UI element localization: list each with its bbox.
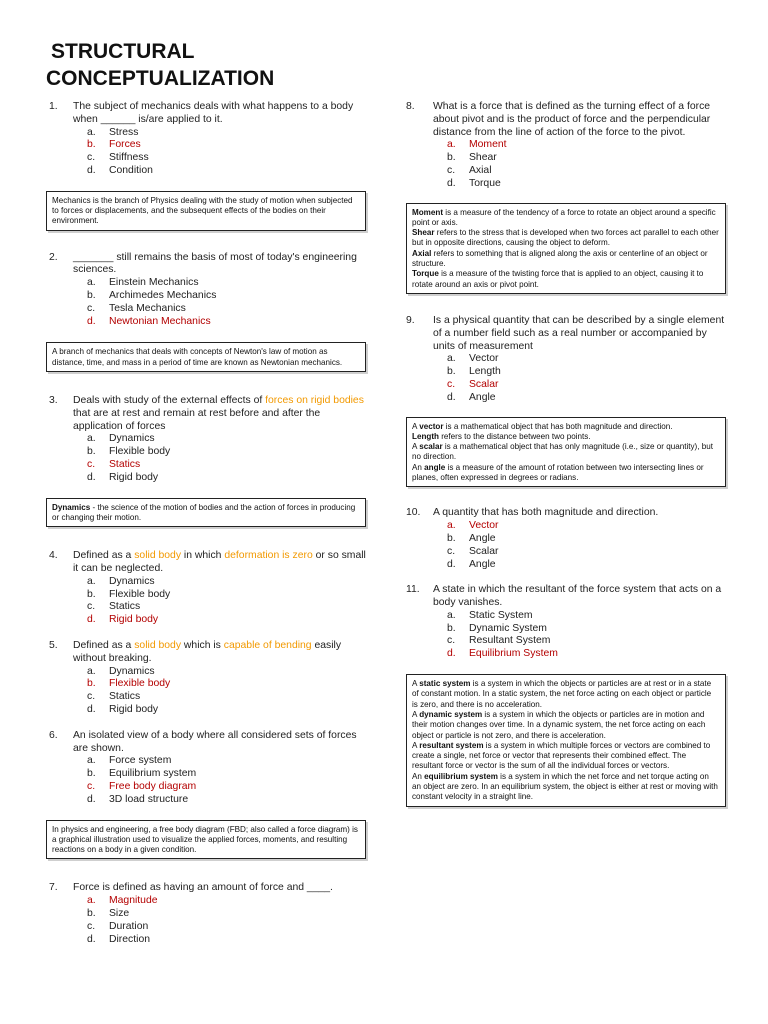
question-number: 2. (49, 251, 58, 263)
option-5c[interactable]: c. Statics (87, 691, 141, 703)
option-1b[interactable]: b. Forces (87, 139, 141, 151)
option-10d[interactable]: d. Angle (447, 558, 496, 570)
option-2c[interactable]: c. Tesla Mechanics (87, 302, 186, 314)
question-number: 10. (406, 507, 421, 519)
question-3 (46, 395, 366, 433)
option-7c[interactable]: c. Duration (87, 920, 149, 932)
option-1a[interactable]: a. Stress (87, 126, 139, 138)
options-2 (46, 277, 366, 328)
question-9 (406, 315, 726, 353)
option-11a[interactable]: a. Static System (447, 609, 533, 621)
option-10c[interactable]: c. Scalar (447, 545, 499, 557)
option-4c[interactable]: c. Statics (87, 601, 141, 613)
option-4d[interactable]: d. Rigid body (87, 614, 159, 626)
option-4a[interactable]: a. Dynamics (87, 575, 155, 587)
option-9c[interactable]: c. Scalar (447, 378, 499, 390)
question-text: Defined as a solid body which is capable of bending easily without breaking. (73, 640, 342, 664)
option-6c[interactable]: c. Free body diagram (87, 780, 197, 792)
option-2a[interactable]: a. Einstein Mechanics (87, 277, 199, 289)
note-box-11: A static system is a system in which the objects or particles are at rest or in a state of constant motion. In a static system, the net force acting on each object or particle is zero, and there is no acceleration. A dynamic system is a system in which the objects or particles are in motion and their motion changes over time. In a dynamic system, the net force acting on each object or particle is not zero, and there is acceleration. A resultant system is a system in which multiple forces or vectors are combined to create a single, net force or vector that represents their combined effect. The resultant force or vector is the sum of all the individual forces or vectors. An equilibrium system is a system in which the net force and net torque acting on an object are zero. In an equilibrium system, the object is either at rest or moving with constant velocity in a straight line. (406, 674, 726, 807)
options-6 (46, 755, 366, 806)
option-5b[interactable]: b. Flexible body (87, 678, 171, 690)
option-3c[interactable]: c. Statics (87, 459, 141, 471)
question-number: 1. (49, 101, 58, 112)
question-6 (46, 730, 366, 756)
question-text: An isolated view of a body where all considered sets of forces are shown. (73, 729, 357, 754)
option-10b[interactable]: b. Angle (447, 532, 496, 544)
question-text: What is a force that is defined as the turning effect of a force about pivot and is the product of force and the perpendicular distance from the line of action of the force to the pivot. (433, 101, 711, 138)
option-8a[interactable]: a. Moment (447, 139, 507, 151)
options-10 (406, 520, 726, 571)
question-text: Deals with study of the external effects of forces on rigid bodies that are at rest and remain at rest before and after the application of forces (73, 395, 364, 432)
question-4 (46, 550, 366, 576)
option-5d[interactable]: d. Rigid body (87, 703, 159, 715)
options-1 (46, 127, 366, 178)
option-5a[interactable]: a. Dynamics (87, 665, 155, 677)
option-2b[interactable]: b. Archimedes Mechanics (87, 290, 217, 302)
question-text: A state in which the resultant of the force system that acts on a body vanishes. (433, 584, 722, 609)
note-box-9: A vector is a mathematical object that has both magnitude and direction. Length refers to the distance between two points. A scalar is a mathematical object that has only magnitude (i.e., size or quantity), but no direction. An angle is a measure of the amount of rotation between two intersecting lines or planes, often expressed in degrees or radians. (406, 417, 726, 488)
question-number: 6. (49, 729, 58, 741)
option-3b[interactable]: b. Flexible body (87, 446, 171, 458)
options-7 (46, 895, 366, 946)
option-11d[interactable]: d. Equilibrium System (447, 648, 558, 660)
option-3d[interactable]: d. Rigid body (87, 471, 159, 483)
question-2 (46, 252, 366, 278)
question-10 (406, 507, 726, 520)
question-number: 5. (49, 640, 58, 651)
question-number: 8. (406, 101, 415, 112)
option-8b[interactable]: b. Shear (447, 152, 497, 164)
note-box-6: In physics and engineering, a free body diagram (FBD; also called a force diagram) is a graphical illustration used to visualize the applied forces, moments, and resulting reactions on a body in a given condition. (46, 820, 366, 860)
title-line-1: STRUCTURAL (51, 40, 195, 63)
note-box-2: A branch of mechanics that deals with concepts of Newton's law of motion as distance, time, and mass in a period of time are known as Newtonian mechanics. (46, 342, 366, 372)
note-box-3: Dynamics - the science of the motion of bodies and the action of forces in producing or changing their motion. (46, 498, 366, 528)
note-box-1: Mechanics is the branch of Physics dealing with the study of motion when subjected to forces or displacements, and the subsequent effects of the bodies on their environment. (46, 191, 366, 231)
option-2d[interactable]: d. Newtonian Mechanics (87, 315, 211, 327)
option-8d[interactable]: d. Torque (447, 177, 501, 189)
question-text: Defined as a solid body in which deformation is zero or so small it can be neglected. (73, 550, 366, 575)
option-9b[interactable]: b. Length (447, 366, 501, 378)
title-line-2: CONCEPTUALIZATION (46, 67, 275, 90)
right-column (406, 101, 726, 807)
question-7 (46, 882, 366, 895)
question-8 (406, 101, 726, 139)
options-9 (406, 353, 726, 404)
question-11 (406, 584, 726, 610)
option-10a[interactable]: a. Vector (447, 520, 499, 532)
option-3a[interactable]: a. Dynamics (87, 433, 155, 445)
options-8 (406, 139, 726, 190)
question-number: 9. (406, 314, 415, 326)
option-8c[interactable]: c. Axial (447, 164, 492, 176)
option-6a[interactable]: a. Force system (87, 755, 172, 767)
question-text: _______ still remains the basis of most of today's engineering sciences. (73, 251, 357, 276)
note-box-8: Moment is a measure of the tendency of a force to rotate an object around a specific point or axis. Shear refers to the stress that is developed when two forces act parallel to each other but in opposite directions, causing the object to deform. Axial refers to something that is aligned along the axis or centerline of an object or structure. Torque is a measure of the twisting force that is applied to an object, causing it to rotate around an axis or pivot point. (406, 203, 726, 294)
options-3 (46, 433, 366, 484)
option-4b[interactable]: b. Flexible body (87, 588, 171, 600)
question-text: Is a physical quantity that can be described by a single element of a number field such as a real number or accompanied by units of measurement (433, 314, 725, 352)
option-11b[interactable]: b. Dynamic System (447, 622, 547, 634)
question-number: 7. (49, 882, 58, 894)
option-1c[interactable]: c. Stiffness (87, 152, 149, 164)
question-5 (46, 640, 366, 666)
option-9a[interactable]: a. Vector (447, 353, 499, 365)
option-6d[interactable]: d. 3D load structure (87, 793, 189, 805)
question-text: Force is defined as having an amount of force and ____. (73, 882, 333, 894)
option-7d[interactable]: d. Direction (87, 933, 150, 945)
option-9d[interactable]: d. Angle (447, 391, 496, 403)
option-7a[interactable]: a. Magnitude (87, 895, 158, 907)
page-title (46, 38, 274, 92)
question-number: 4. (49, 550, 58, 562)
options-4 (46, 576, 366, 627)
option-11c[interactable]: c. Resultant System (447, 635, 551, 647)
question-text: The subject of mechanics deals with what happens to a body when ______ is/are applied to it. (73, 101, 354, 125)
option-1d[interactable]: d. Condition (87, 164, 153, 176)
option-6b[interactable]: b. Equilibrium system (87, 768, 197, 780)
question-number: 11. (406, 584, 420, 596)
question-1 (46, 101, 366, 127)
options-11 (406, 610, 726, 661)
question-text: A quantity that has both magnitude and direction. (433, 507, 659, 519)
question-number: 3. (49, 395, 58, 407)
options-5 (46, 666, 366, 717)
left-column (46, 101, 366, 946)
option-7b[interactable]: b. Size (87, 908, 130, 920)
